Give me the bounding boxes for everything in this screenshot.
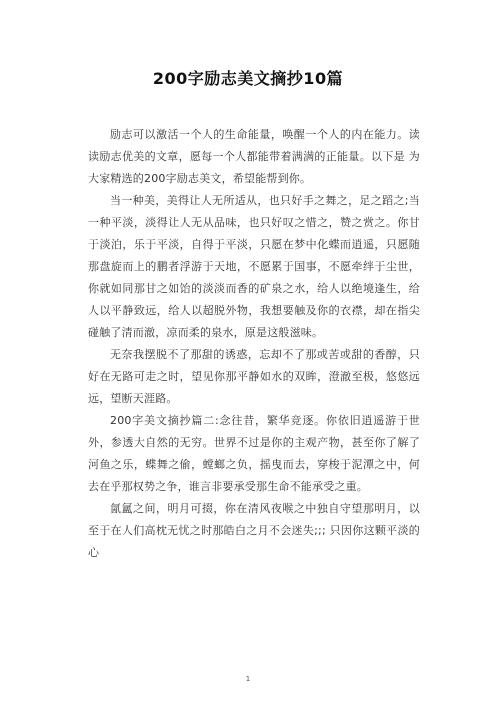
document-title: 200字励志美文摘抄10篇	[152, 69, 344, 88]
paragraph-3: 200字美文摘抄篇二:念往昔，繁华竞逐。你依旧逍遥游于世外，参透大自然的无穷。世界不过是你的主观产物，甚至你了解了河鱼之乐，蝶舞之偷，螳螂之负，摇曳而去，穿梭于泥潭之中，何去在乎那权势之争，谁言非要承受那生命不能承受之重。	[88, 414, 420, 493]
paragraph-1: 当一种美，美得让人无所适从，也只好手之舞之，足之蹈之;当一种平淡，淡得让人无从品味，也只好叹之惜之，赞之赏之。你甘于淡泊，乐于平淡，自得于平淡，只愿在梦中化蝶而逍遥，只愿随那盘旋而上的鹏者浮游于天地，不愿累于国事，不愿牵绊于尘世，你就如同那甘之如饴的淡淡而香的矿泉之水，给人以绝境逢生，给人以平静致远，给人以超脱外物，我想要触及你的衣襟，却在指尖碰触了清而澈，凉而柔的泉水，原是这般滋味。	[88, 194, 420, 339]
paragraph-2: 无奈我摆脱不了那甜的诱惑，忘却不了那或苦或甜的香醇，只好在无路可走之时，望见你那平静如水的双眸，澄澈至极，悠悠远远，望断天涯路。	[88, 348, 420, 405]
paragraph-intro: 励志可以激活一个人的生命能量，唤醒一个人的内在能力。读读励志优美的文章，愿每一个人都能带着满满的正能量。以下是 为大家精选的200字励志美文，希望能帮到你。	[88, 128, 420, 185]
document-body	[88, 124, 420, 564]
paragraph-4: 氤氲之间，明月可掇，你在清风夜喉之中独自守望那明月，以至于在人们高枕无忧之时那皓白之月不会迷失;;; 只因你这颗平淡的心	[88, 502, 420, 559]
page-number: 1	[245, 675, 251, 683]
